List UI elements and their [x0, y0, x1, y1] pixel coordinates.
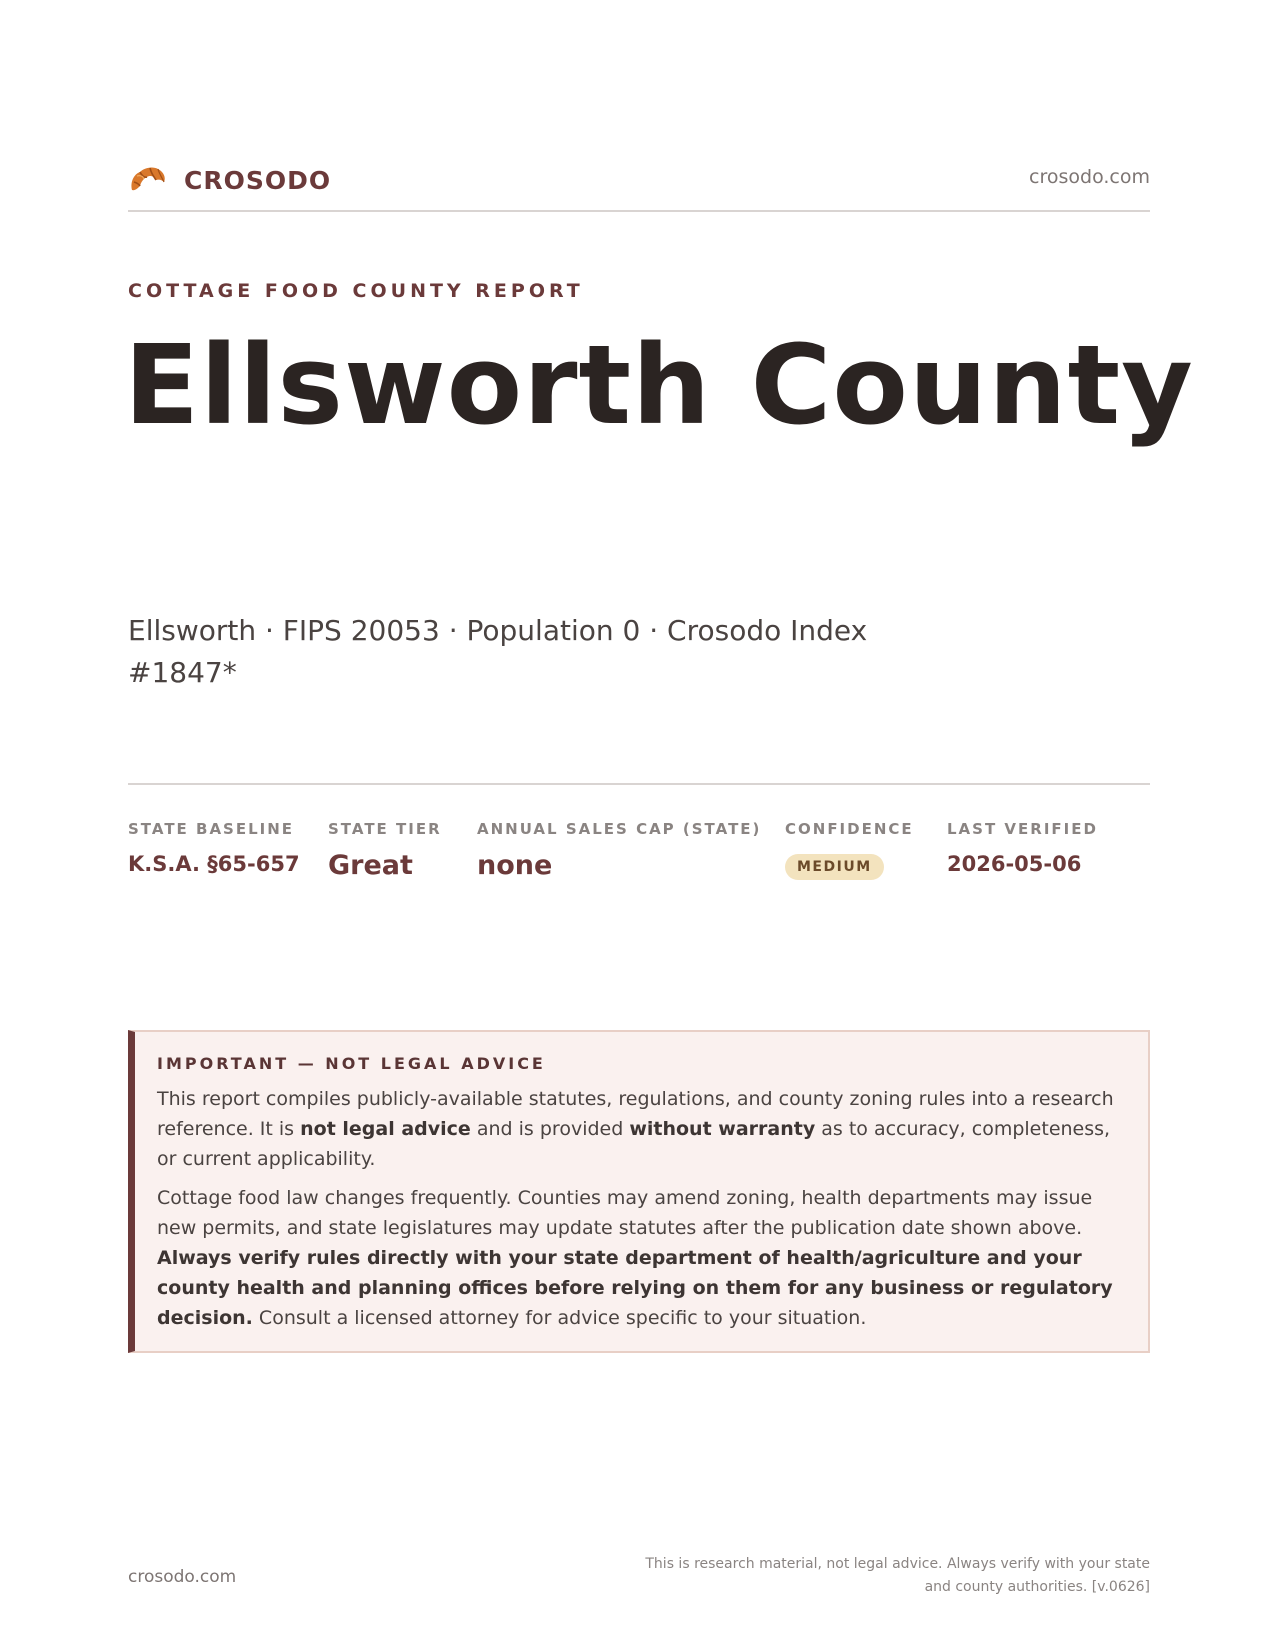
footer-disclaimer-line: This is research material, not legal advice. Always verify with your state: [645, 1556, 1150, 1572]
stat-label: STATE TIER: [328, 820, 442, 838]
stat-value: none: [477, 850, 553, 881]
stat-value: Great: [328, 850, 413, 881]
stat-value: K.S.A. §65-657: [128, 852, 300, 876]
stat-label: ANNUAL SALES CAP (STATE): [477, 820, 762, 838]
legal-notice-box: [128, 1030, 1150, 1353]
notice-emphasis: without warranty: [629, 1118, 816, 1140]
stat-value: 2026-05-06: [947, 852, 1082, 876]
stat-label: LAST VERIFIED: [947, 820, 1098, 838]
stat-annual-sales-cap: [477, 820, 761, 881]
page-title: Ellsworth County: [124, 321, 1194, 449]
stat-state-tier: [328, 820, 442, 881]
stat-confidence: [785, 820, 914, 880]
notice-text: and is provided: [470, 1118, 630, 1140]
brand-header: [128, 160, 1150, 210]
footer-disclaimer-line: and county authorities. [v.0626]: [924, 1579, 1150, 1595]
footer-url-link[interactable]: crosodo.com: [128, 1567, 237, 1587]
stat-label: STATE BASELINE: [128, 820, 295, 838]
report-eyebrow: COTTAGE FOOD COUNTY REPORT: [128, 280, 584, 302]
header-url-link[interactable]: crosodo.com: [1029, 166, 1150, 188]
report-subtitle: Ellsworth · FIPS 20053 · Population 0 · Crosodo Index #1847*: [128, 614, 868, 689]
report-page: [124, 0, 1194, 1650]
stat-state-baseline: [128, 820, 300, 876]
confidence-badge: MEDIUM: [785, 854, 884, 880]
notice-text: Consult a licensed attorney for advice specific to your situation.: [252, 1307, 867, 1329]
notice-emphasis: not legal advice: [300, 1118, 471, 1140]
stat-label: CONFIDENCE: [785, 820, 914, 838]
header-divider: [128, 210, 1150, 212]
section-divider: [128, 783, 1150, 785]
brand-name: CROSODO: [184, 165, 332, 195]
notice-title: IMPORTANT — NOT LEGAL ADVICE: [157, 1054, 546, 1073]
notice-text: as to accuracy, completeness, or current applicability.: [157, 1118, 1111, 1170]
stats-row: [128, 820, 1150, 900]
notice-emphasis: Always verify rules directly with your state department of health/agriculture and your county health and planning offices before relying on them for any business or regulatory decision.: [157, 1247, 1113, 1329]
notice-body: [157, 1084, 1129, 1342]
stat-last-verified: [947, 820, 1098, 876]
notice-paragraph-1: [157, 1084, 1129, 1174]
notice-text: Cottage food law changes frequently. Counties may amend zoning, health departments may issue new permits, and state legislatures may update statutes after the publication date shown above.: [157, 1187, 1093, 1239]
brand-logo[interactable]: [128, 160, 331, 200]
croissant-icon: [128, 160, 168, 200]
notice-paragraph-2: [157, 1183, 1129, 1333]
notice-text: This report compiles publicly-available statutes, regulations, and county zoning rules into a research reference. It is: [157, 1088, 1114, 1140]
footer-disclaimer: [590, 1553, 1150, 1599]
